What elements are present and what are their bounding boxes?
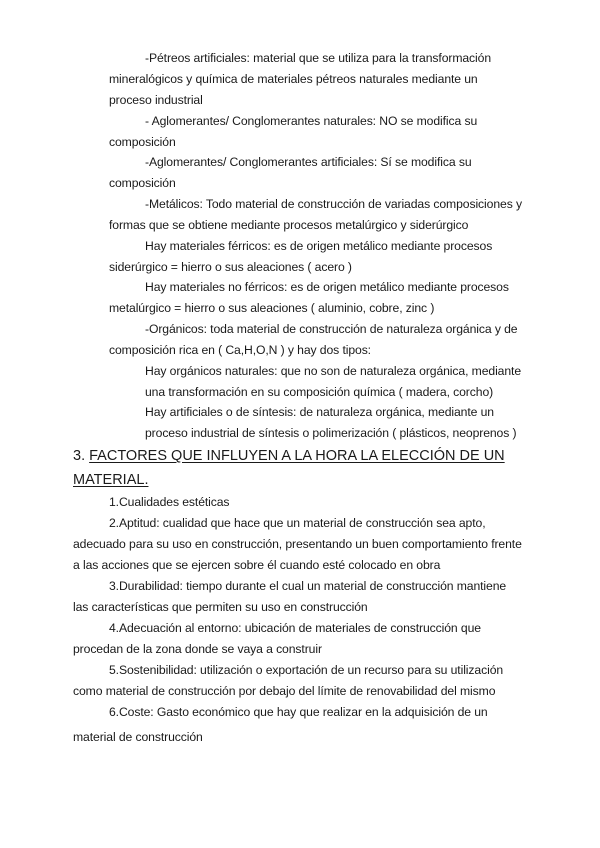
text-line: - Aglomerantes/ Conglomerantes naturales: NO se modifica su bbox=[145, 114, 478, 128]
section-heading-continued bbox=[73, 470, 148, 490]
section-title: FACTORES QUE INFLUYEN A LA HORA LA ELECCIÓN DE UN bbox=[89, 448, 505, 464]
factor-line: 6.Coste: Gasto económico que hay que realizar en la adquisición de un bbox=[109, 705, 488, 719]
text-line: Hay orgánicos naturales: que no son de naturaleza orgánica, mediante bbox=[145, 364, 521, 378]
text-line: mineralógicos y química de materiales pétreos naturales mediante un bbox=[109, 72, 478, 86]
text-line: proceso industrial bbox=[109, 93, 203, 107]
text-line: -Metálicos: Todo material de construcción de variadas composiciones y bbox=[145, 197, 522, 211]
section-title-continued: MATERIAL. bbox=[73, 472, 149, 488]
factor-line: 4.Adecuación al entorno: ubicación de materiales de construcción que bbox=[109, 621, 481, 635]
text-line: -Pétreos artificiales: material que se utiliza para la transformación bbox=[145, 51, 492, 65]
text-line: proceso industrial de síntesis o polimerización ( plásticos, neoprenos ) bbox=[145, 426, 517, 440]
text-line: Hay materiales férricos: es de origen metálico mediante procesos bbox=[145, 239, 493, 253]
text-line: composición bbox=[109, 176, 176, 190]
factor-line: a las acciones que se ejercen sobre él cuando esté colocado en obra bbox=[73, 558, 441, 572]
section-number: 3. bbox=[73, 448, 90, 464]
factor-line: 5.Sostenibilidad: utilización o exportación de un recurso para su utilización bbox=[109, 663, 504, 677]
text-line: siderúrgico = hierro o sus aleaciones ( acero ) bbox=[109, 260, 352, 274]
factor-line: 1.Cualidades estéticas bbox=[109, 495, 230, 509]
factor-line: las características que permiten su uso en construcción bbox=[73, 600, 368, 614]
text-line: -Aglomerantes/ Conglomerantes artificiales: Sí se modifica su bbox=[145, 155, 472, 169]
text-line: formas que se obtiene mediante procesos metalúrgico y siderúrgico bbox=[109, 218, 469, 232]
text-line: -Orgánicos: toda material de construcción de naturaleza orgánica y de bbox=[145, 322, 518, 336]
text-line: Hay artificiales o de síntesis: de naturaleza orgánica, mediante un bbox=[145, 405, 494, 419]
text-line: Hay materiales no férricos: es de origen metálico mediante procesos bbox=[145, 280, 509, 294]
text-line: composición rica en ( Ca,H,O,N ) y hay dos tipos: bbox=[109, 343, 371, 357]
factor-line: adecuado para su uso en construcción, presentando un buen comportamiento frente bbox=[73, 537, 522, 551]
factor-line: material de construcción bbox=[73, 730, 203, 744]
factor-line: procedan de la zona donde se vaya a construir bbox=[73, 642, 322, 656]
section-heading bbox=[73, 446, 505, 466]
factor-line: 2.Aptitud: cualidad que hace que un material de construcción sea apto, bbox=[109, 516, 486, 530]
text-line: composición bbox=[109, 135, 176, 149]
factor-line: como material de construcción por debajo del límite de renovabilidad del mismo bbox=[73, 684, 496, 698]
text-line: metalúrgico = hierro o sus aleaciones ( aluminio, cobre, zinc ) bbox=[109, 301, 435, 315]
factor-line: 3.Durabilidad: tiempo durante el cual un material de construcción mantiene bbox=[109, 579, 507, 593]
text-line: una transformación en su composición química ( madera, corcho) bbox=[145, 385, 494, 399]
